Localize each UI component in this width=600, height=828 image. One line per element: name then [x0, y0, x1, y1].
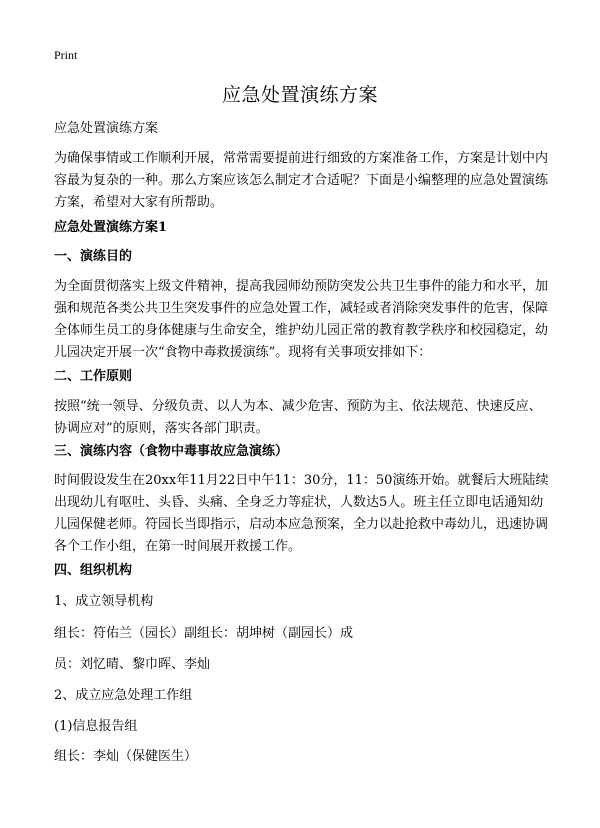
section-heading: 应急处置演练方案1 — [54, 220, 168, 235]
heading-purpose: 一、演练目的 — [54, 249, 133, 264]
list-item: (1)信息报告组 — [54, 719, 138, 734]
list-item: 组长：李灿（保健医生） — [54, 749, 198, 764]
intro-paragraph: 为确保事情或工作顺利开展，常常需要提前进行细致的方案准备工作，方案是计划中内容最为复杂的一种。那么方案应该怎么制定才合适呢？下面是小编整理的应急处置演练方案，希望对大家有所帮助。 — [54, 151, 549, 210]
paragraph-purpose: 为全面贯彻落实上级文件精神，提高我园师幼预防突发公共卫生事件的能力和水平，加强和规范各类公共卫生突发事件的应急处置工作，减轻或者消除突发事件的危害，保障全体师生员工的身体健康与生命安全，维护幼儿园正常的教育教学秩序和校园稳定，幼儿园决定开展一次“食物中毒救援演练”。现将有关事项安排如下： — [54, 279, 549, 360]
list-item: 2、成立应急处理工作组 — [54, 688, 193, 703]
print-link[interactable]: Print — [54, 48, 78, 62]
list-item: 组长：符佑兰（园长）副组长：胡坤树（副园长）成 — [54, 626, 354, 641]
heading-content: 三、演练内容（食物中毒事故应急演练） — [54, 444, 289, 459]
heading-principles: 二、工作原则 — [54, 369, 133, 384]
list-item: 员：刘忆晴、黎巾晖、李灿 — [54, 657, 211, 672]
heading-organization: 四、组织机构 — [54, 563, 133, 578]
page-title: 应急处置演练方案 — [221, 84, 378, 106]
subtitle: 应急处置演练方案 — [54, 121, 159, 136]
list-item: 1、成立领导机构 — [54, 594, 154, 609]
paragraph-content: 时间假设发生在20xx年11月22日中午11：30分，11：50演练开始。就餐后大班陆续出现幼儿有呕吐、头昏、头痛、全身乏力等症状，人数达5人。班主任立即电话通知幼儿园保健老师。符园长当即指示，启动本应急预案，全力以赴抢救中毒幼儿，迅速协调各个工作小组，在第一时间展开救援工作。 — [54, 473, 549, 554]
paragraph-principles: 按照“统一领导、分级负责、以人为本、减少危害、预防为主、依法规范、快速反应、协调应对”的原则，落实各部门职责。 — [54, 399, 542, 436]
